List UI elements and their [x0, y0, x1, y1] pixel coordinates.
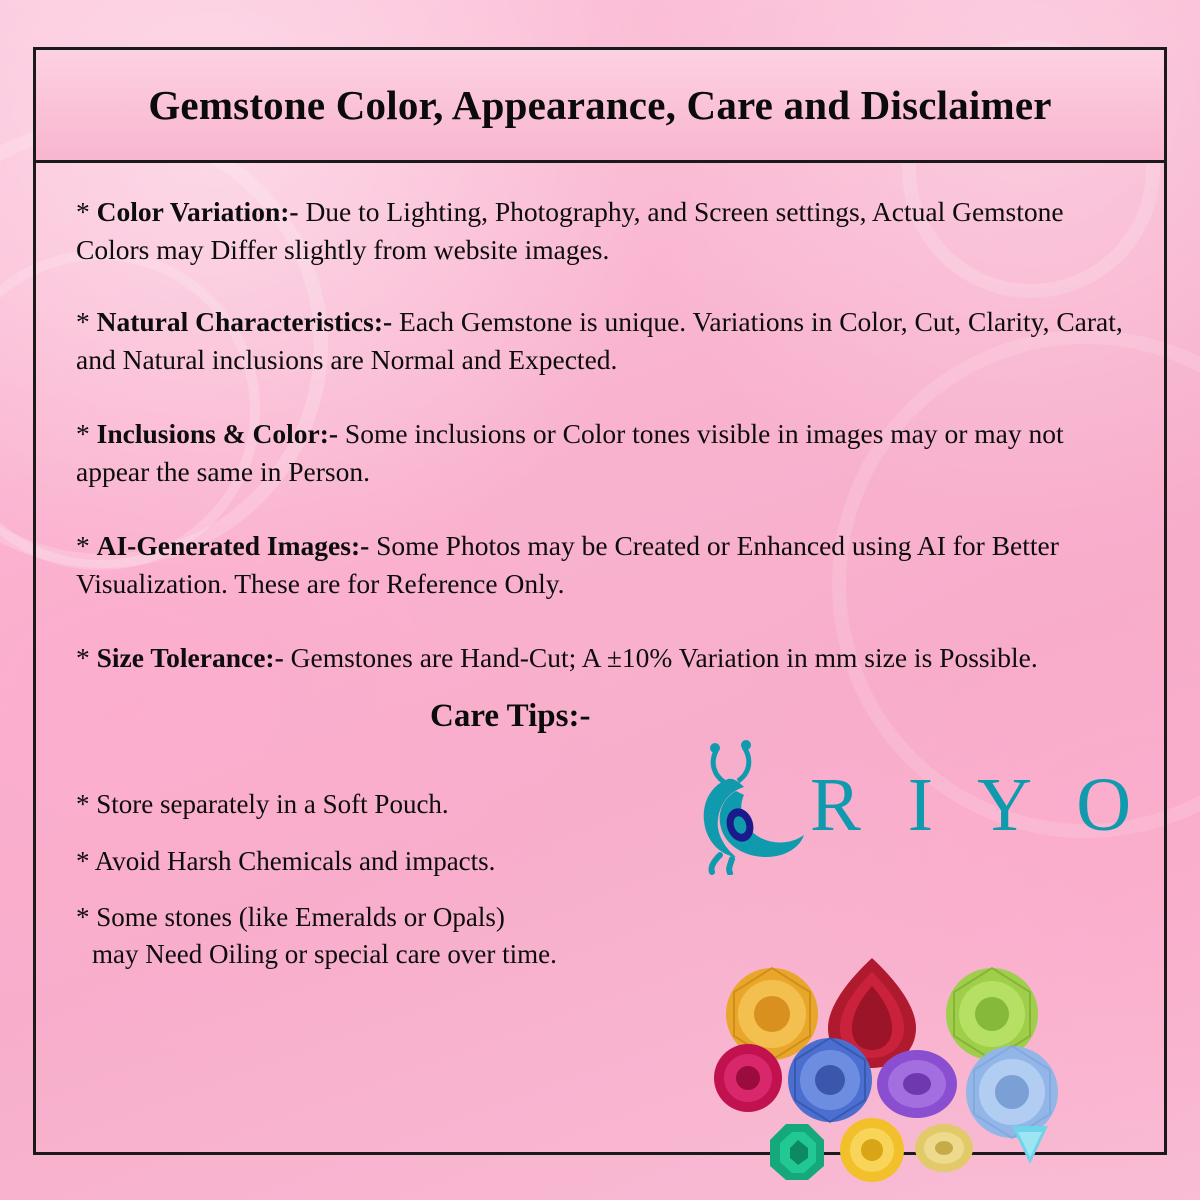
disclaimer-text: Some Photos may be Created or Enhanced using AI for Better Visualization. These are for Reference Only. — [76, 529, 1059, 599]
topaz-oval — [915, 1124, 973, 1172]
disclaimer-lead: Inclusions & Color:- — [96, 417, 339, 449]
brand-logo — [658, 735, 1178, 875]
gemstone-cluster-image — [712, 952, 1182, 1182]
disclaimer-text: Each Gemstone is unique. Variations in Color, Cut, Clarity, Carat, and Natural inclusions are Normal and Expected. — [76, 305, 1123, 375]
bullet-star-icon: * — [76, 902, 90, 933]
bullet-star-icon: * — [76, 845, 90, 876]
disclaimer-item-ai-generated-images — [62, 527, 1138, 603]
peridot-round — [946, 968, 1038, 1060]
disclaimer-lead: AI-Generated Images:- — [96, 529, 370, 561]
disclaimer-text: Due to Lighting, Photography, and Screen settings, Actual Gemstone Colors may Differ slightly from website images. — [76, 196, 1064, 265]
bullet-star-icon: * — [76, 305, 90, 337]
bullet-star-icon: * — [76, 196, 90, 227]
disclaimer-text: Gemstones are Hand-Cut; A ±10% Variation in mm size is Possible. — [283, 641, 1038, 673]
bullet-star-icon: * — [76, 641, 90, 673]
bullet-star-icon: * — [76, 789, 90, 820]
disclaimer-lead: Natural Characteristics:- — [96, 305, 393, 337]
disclaimer-text: Some inclusions or Color tones visible in images may or may not appear the same in Person. — [76, 417, 1064, 487]
aquamarine-round — [966, 1046, 1058, 1138]
gemstone-cluster-svg — [712, 952, 1182, 1182]
care-item-text: Avoid Harsh Chemicals and impacts. — [94, 845, 496, 876]
page-title: Gemstone Color, Appearance, Care and Disclaimer — [148, 82, 1052, 128]
disclaimer-item-color-variation — [62, 193, 1138, 269]
yellow-sapphire-round — [840, 1118, 904, 1182]
brand-wordmark: R I Y O — [810, 763, 1146, 847]
title-bar — [36, 50, 1164, 163]
disclaimer-item-natural-characteristics — [62, 303, 1138, 379]
care-tips-heading: Care Tips:- — [430, 698, 591, 735]
care-list-item — [76, 899, 776, 972]
disclaimer-lead: Color Variation:- — [96, 196, 299, 227]
disclaimer-lead: Size Tolerance:- — [96, 641, 284, 673]
sapphire-round — [788, 1038, 872, 1122]
emerald-octagon — [770, 1124, 824, 1180]
care-item-text: Some stones (like Emeralds or Opals) — [96, 902, 505, 933]
care-item-text: Store separately in a Soft Pouch. — [96, 789, 449, 820]
amethyst-oval — [877, 1050, 957, 1118]
disclaimer-item-inclusions-color — [62, 415, 1138, 491]
peacock-icon — [658, 735, 808, 875]
bullet-star-icon: * — [76, 529, 90, 561]
rhodolite-round — [714, 1044, 782, 1112]
blue-topaz-trillion — [1012, 1126, 1048, 1164]
bullet-star-icon: * — [76, 417, 90, 449]
care-item-subtext: may Need Oiling or special care over time. — [92, 938, 557, 969]
disclaimer-item-size-tolerance — [62, 639, 1138, 677]
